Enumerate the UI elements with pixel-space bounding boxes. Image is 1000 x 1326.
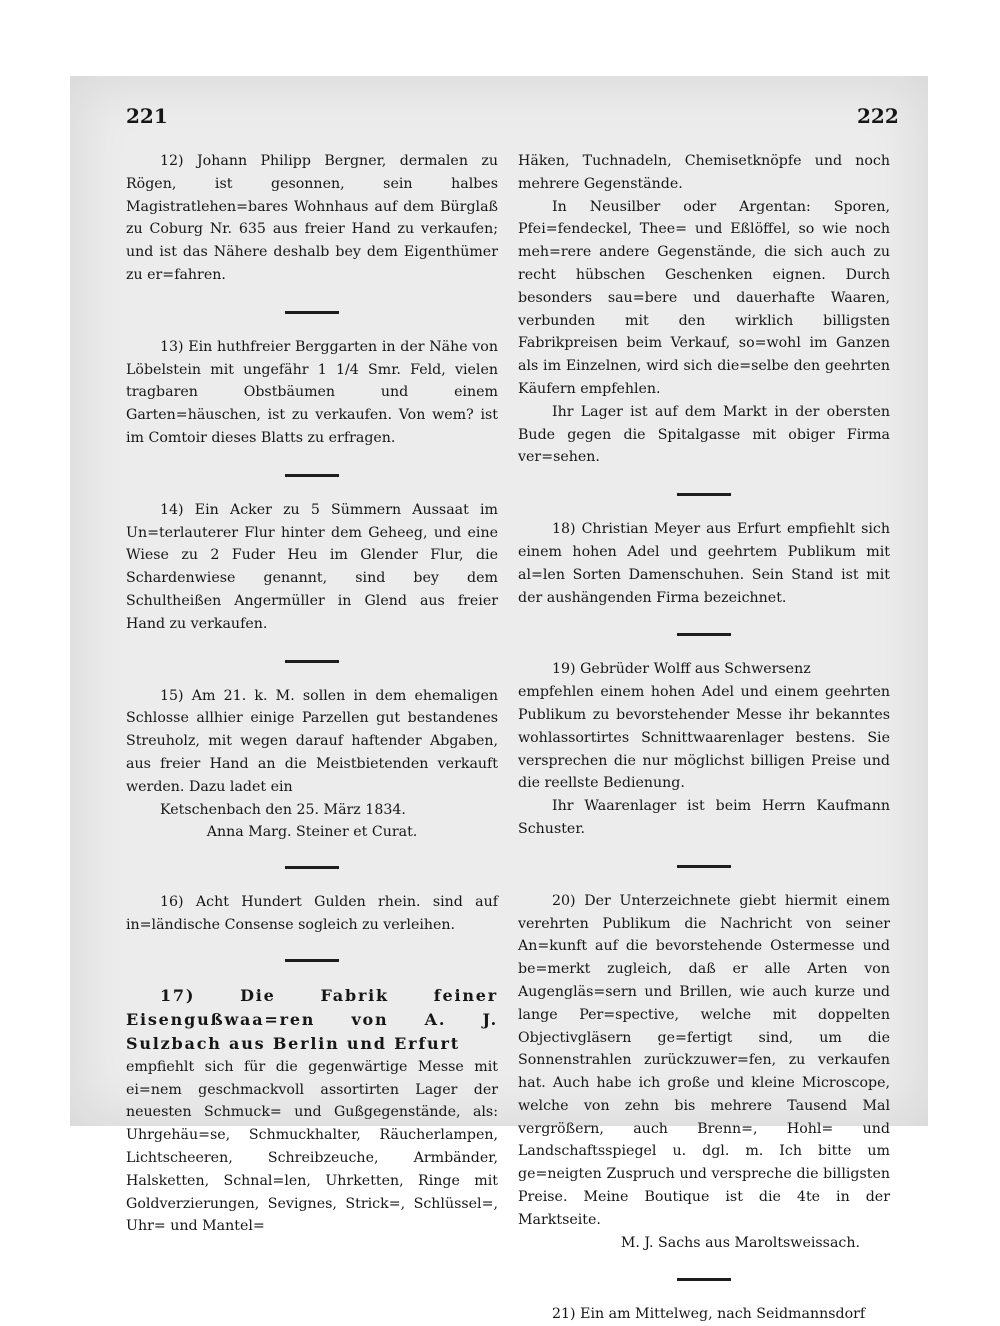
ad-19-heading: 19) Gebrüder Wolff aus Schwersenz (552, 661, 811, 678)
ad-20-signature: M. J. Sachs aus Maroltsweissach. (620, 1234, 860, 1251)
ad-19-lager: Ihr Waarenlager ist beim Herrn Kaufmann Schuster. (518, 798, 890, 837)
ad-13: 13) Ein huthfreier Berggarten in der Nähe von Löbelstein mit ungefähr 1 1/4 Smr. Feld, vielen tragbaren Obstbäumen und einem Garten=häuschen, ist zu verkaufen. Von wem? ist im Comtoir dieses Blatts zu erfragen. (126, 338, 498, 446)
ad-15: 15) Am 21. k. M. sollen in dem ehemaligen Schlosse allhier einige Parzellen gut bestandenes Streuholz, mit wegen darauf haftender Abgaben, aus freier Hand an die Meistbietenden verkauft werden. Dazu ladet ein (126, 687, 498, 795)
ad-15-signature: Anna Marg. Steiner et Curat. (206, 824, 418, 841)
page-number-right: 222 (857, 104, 899, 128)
page-number-left: 221 (126, 104, 168, 128)
ad-21: 21) Ein am Mittelweg, nach Seidmannsdorf (552, 1306, 866, 1323)
ad-17-body: empfiehlt sich für die gegenwärtige Messe mit ei=nem geschmackvoll assortirten Lager der neuesten Schmuck= und Gußgegenstände, als: Uhrgehäu=se, Schmuckhalter, Räucherlampen, Lichtscheeren, Schreibzeuche, Armbänder, Halsketten, Schnal=len, Uhrketten, Ringe mit Goldverzierungen, Sevignes, Strick=, Schlüssel=, Uhr= und Mantel= (126, 1058, 498, 1235)
ad-14: 14) Ein Acker zu 5 Sümmern Aussaat im Un=terlauterer Flur hinter dem Geheeg, und eine Wiese zu 2 Fuder Heu im Glender Flur, die Schardenwiese genannt, sind bey dem Schultheißen Angermüller in Glend aus freier Hand zu verkaufen. (126, 501, 498, 632)
ad-16: 16) Acht Hundert Gulden rhein. sind auf in=ländische Consense sogleich zu verleihen. (126, 894, 498, 933)
ad-17-neusilber: In Neusilber oder Argentan: Sporen, Pfei=fendeckel, Thee= und Eßlöffel, so wie noch meh=rere andere Gegenstände, die sich auch zu recht hübschen Geschenken eignen. Durch besonders sau=bere und dauerhafte Waaren, verbunden mit den wirklich billigsten Fabrikpreisen beim Verkauf, so=wohl im Ganzen als im Einzelnen, wird sich die=selbe den geehrten Käufern empfehlen. (518, 198, 890, 397)
ad-17-lager: Ihr Lager ist auf dem Markt in der obersten Bude gegen die Spitalgasse mit obiger Firma ver=sehen. (518, 403, 890, 466)
ad-17-heading: 17) Die Fabrik feiner Eisengußwaa=ren von A. J. Sulzbach aus Berlin und Erfurt (126, 985, 498, 1053)
left-column (126, 150, 498, 1238)
ad-12: 12) Johann Philipp Bergner, dermalen zu Rögen, ist gesonnen, sein halbes Magistratlehen=bares Wohnhaus auf dem Bürglaß zu Coburg Nr. 635 aus freier Hand zu verkaufen; und ist das Nähere deshalb bey dem Eigenthümer zu er=fahren. (126, 153, 498, 283)
ad-20: 20) Der Unterzeichnete giebt hiermit einem verehrten Publikum die Nachricht von seiner An=kunft auf die bevorstehende Ostermesse und be=merkt zugleich, daß er alle Arten von Augengläs=sern und Brillen, wie auch kurze und lange Per=spective, welche mit doppelten Objectivgläsern ge=fertigt sind, um die Sonnenstrahlen zurückzuwer=fen, zu verkaufen hat. Auch habe ich große und kleine Microscope, welche von zehn bis mehrere Tausend Mal vergrößern, auch Brenn=, Hohl= und Landschaftsspiegel u. dgl. m. Ich bitte um ge=neigten Zuspruch und verspreche die billigsten Preise. Meine Boutique ist die 4te in der Marktseite. (518, 892, 890, 1228)
ad-19-body: empfehlen einem hohen Adel und einem geehrten Publikum zu bevorstehender Messe ihr bekanntes wohlassortirtes Schnittwaarenlager bestens. Sie versprechen die nur möglichst billigen Preise und die reellste Bedienung. (518, 684, 890, 792)
ad-18: 18) Christian Meyer aus Erfurt empfiehlt sich einem hohen Adel und geehrtem Publikum mit al=len Sorten Damenschuhen. Sein Stand ist mit der aushängenden Firma bezeichnet. (518, 521, 890, 606)
ad-15-place-date: Ketschenbach den 25. März 1834. (160, 801, 406, 818)
ad-17-continued: Häken, Tuchnadeln, Chemisetknöpfe und noch mehrere Gegenstände. (518, 153, 890, 192)
right-column (518, 150, 890, 1326)
